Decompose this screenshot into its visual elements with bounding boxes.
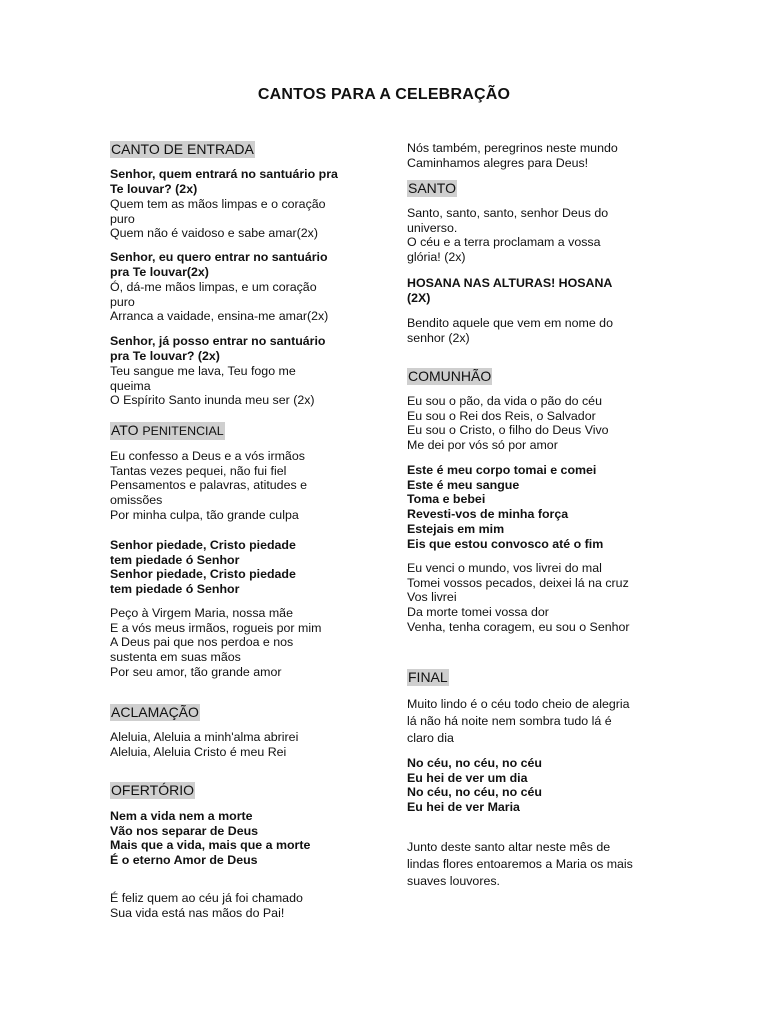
text-line: Vos livrei bbox=[407, 590, 457, 605]
section-header-entrada: CANTO DE ENTRADA bbox=[111, 141, 254, 157]
entrada-verse3-refrain bbox=[110, 334, 326, 363]
aclamacao-lines bbox=[110, 730, 298, 759]
ofertorio-continued bbox=[407, 141, 618, 170]
text-line: E a vós meus irmãos, rogueis por mim bbox=[110, 620, 322, 635]
text-line: O Espírito Santo inunda meu ser (2x) bbox=[110, 393, 315, 408]
text-line: Teu sangue me lava, Teu fogo me bbox=[110, 364, 296, 378]
text-line: Santo, santo, santo, senhor Deus do bbox=[407, 206, 609, 220]
text-line: O céu e a terra proclamam a vossa bbox=[407, 235, 601, 250]
section-header-ofertorio: OFERTÓRIO bbox=[111, 782, 194, 798]
text-line: Eu confesso a Deus e a vós irmãos bbox=[110, 449, 305, 463]
comunhao-refrain bbox=[407, 463, 603, 551]
ofertorio-stanza bbox=[110, 891, 303, 920]
text-line: omissões bbox=[110, 493, 163, 508]
text-line: Me dei por vós só por amor bbox=[407, 438, 558, 453]
text-line: Toma e bebei bbox=[407, 492, 486, 507]
text-line: Junto deste santo altar neste mês de bbox=[407, 840, 611, 854]
comunhao-stanza1 bbox=[407, 394, 609, 453]
santo-stanza1 bbox=[407, 206, 608, 265]
entrada-verse1-refrain bbox=[110, 167, 338, 196]
text-line: Arranca a vaidade, ensina-me amar(2x) bbox=[110, 309, 329, 324]
ofertorio-refrain bbox=[110, 809, 310, 868]
section-header-final: FINAL bbox=[408, 669, 448, 685]
text-line: Por seu amor, tão grande amor bbox=[110, 664, 282, 679]
text-line: puro bbox=[110, 211, 135, 226]
text-line: Senhor, quem entrará no santuário pra bbox=[110, 167, 338, 181]
text-line: Senhor piedade, Cristo piedade bbox=[110, 538, 296, 552]
text-line: Este é meu corpo tomai e comei bbox=[407, 463, 597, 477]
text-line: É o eterno Amor de Deus bbox=[110, 853, 258, 868]
text-line: Peço à Virgem Maria, nossa mãe bbox=[110, 606, 293, 620]
section-header-penitencial bbox=[110, 422, 225, 440]
text-line: Eu sou o Cristo, o filho do Deus Vivo bbox=[407, 423, 609, 438]
text-line: Ó, dá-me mãos limpas, e um coração bbox=[110, 280, 317, 294]
text-line: Te louvar? (2x) bbox=[110, 181, 198, 196]
text-line: Tomei vossos pecados, deixei lá na cruz bbox=[407, 575, 629, 590]
text-line: (2X) bbox=[407, 290, 431, 305]
text-line: Tantas vezes pequei, não fui fiel bbox=[110, 463, 287, 478]
text-line: Da morte tomei vossa dor bbox=[407, 605, 549, 620]
text-line: HOSANA NAS ALTURAS! HOSANA bbox=[407, 276, 613, 290]
text-line: puro bbox=[110, 294, 135, 309]
text-line: No céu, no céu, no céu bbox=[407, 785, 542, 800]
document-title: CANTOS PARA A CELEBRAÇÃO bbox=[257, 86, 511, 103]
final-stanza2 bbox=[407, 839, 633, 890]
section-header-penitencial-b: PENITENCIAL bbox=[142, 424, 224, 438]
text-line: Eu sou o pão, da vida o pão do céu bbox=[407, 394, 602, 408]
section-header-penitencial-a: ATO bbox=[111, 422, 143, 438]
text-line: Aleluia, Aleluia Cristo é meu Rei bbox=[110, 744, 287, 759]
section-header-comunhao: COMUNHÃO bbox=[408, 368, 492, 384]
text-line: Quem não é vaidoso e sabe amar(2x) bbox=[110, 226, 318, 241]
text-line: pra Te louvar(2x) bbox=[110, 264, 209, 279]
entrada-verse1 bbox=[110, 197, 326, 241]
text-line: Eu hei de ver um dia bbox=[407, 770, 528, 785]
entrada-verse2-refrain bbox=[110, 250, 328, 279]
section-header-aclamacao: ACLAMAÇÃO bbox=[111, 704, 199, 720]
section-header-santo: SANTO bbox=[408, 180, 456, 196]
text-line: Muito lindo é o céu todo cheio de alegria bbox=[407, 697, 630, 711]
text-line: Vão nos separar de Deus bbox=[110, 823, 259, 838]
santo-stanza2 bbox=[407, 316, 613, 345]
text-line: Venha, tenha coragem, eu sou o Senhor bbox=[407, 619, 630, 634]
text-line: Eis que estou convosco até o fim bbox=[407, 536, 604, 551]
entrada-verse2 bbox=[110, 280, 328, 324]
text-line: Eu sou o Rei dos Reis, o Salvador bbox=[407, 408, 596, 423]
text-line: tem piedade ó Senhor bbox=[110, 582, 240, 597]
text-line: Mais que a vida, mais que a morte bbox=[110, 838, 311, 853]
text-line: lá não há noite nem sombra tudo lá é bbox=[407, 714, 612, 728]
santo-hosana bbox=[407, 276, 612, 305]
text-line: No céu, no céu, no céu bbox=[407, 756, 542, 770]
text-line: Caminhamos alegres para Deus! bbox=[407, 155, 589, 170]
text-line: universo. bbox=[407, 220, 458, 235]
final-stanza1 bbox=[407, 696, 630, 747]
text-line: Sua vida está nas mãos do Pai! bbox=[110, 905, 285, 920]
text-line: sustenta em suas mãos bbox=[110, 650, 241, 665]
penitencial-refrain bbox=[110, 538, 296, 597]
text-line: Senhor, eu quero entrar no santuário bbox=[110, 250, 328, 264]
text-line: Nós também, peregrinos neste mundo bbox=[407, 141, 618, 155]
text-line: Nem a vida nem a morte bbox=[110, 809, 253, 823]
text-line: É feliz quem ao céu já foi chamado bbox=[110, 891, 303, 905]
text-line: pra Te louvar? (2x) bbox=[110, 348, 220, 363]
text-line: Por minha culpa, tão grande culpa bbox=[110, 507, 299, 522]
penitencial-stanza2 bbox=[110, 606, 321, 680]
entrada-verse3 bbox=[110, 364, 315, 408]
text-line: Aleluia, Aleluia a minh'alma abrirei bbox=[110, 730, 299, 744]
text-line: lindas flores entoaremos a Maria os mais bbox=[407, 857, 633, 871]
text-line: Revesti-vos de minha força bbox=[407, 507, 569, 522]
text-line: claro dia bbox=[407, 731, 454, 745]
text-line: Este é meu sangue bbox=[407, 477, 520, 492]
text-line: tem piedade ó Senhor bbox=[110, 552, 240, 567]
text-line: Senhor, já posso entrar no santuário bbox=[110, 334, 326, 348]
text-line: senhor (2x) bbox=[407, 330, 470, 345]
text-line: Pensamentos e palavras, atitudes e bbox=[110, 478, 307, 493]
text-line: Bendito aquele que vem em nome do bbox=[407, 316, 613, 330]
text-line: suaves louvores. bbox=[407, 874, 500, 888]
penitencial-stanza1 bbox=[110, 449, 307, 523]
text-line: Eu hei de ver Maria bbox=[407, 800, 520, 815]
text-line: queima bbox=[110, 378, 151, 393]
final-refrain bbox=[407, 756, 542, 815]
text-line: Quem tem as mãos limpas e o coração bbox=[110, 197, 326, 211]
comunhao-stanza2 bbox=[407, 561, 630, 635]
text-line: Eu venci o mundo, vos livrei do mal bbox=[407, 561, 602, 575]
text-line: A Deus pai que nos perdoa e nos bbox=[110, 635, 294, 650]
text-line: glória! (2x) bbox=[407, 250, 466, 265]
text-line: Senhor piedade, Cristo piedade bbox=[110, 567, 296, 582]
text-line: Estejais em mim bbox=[407, 521, 505, 536]
